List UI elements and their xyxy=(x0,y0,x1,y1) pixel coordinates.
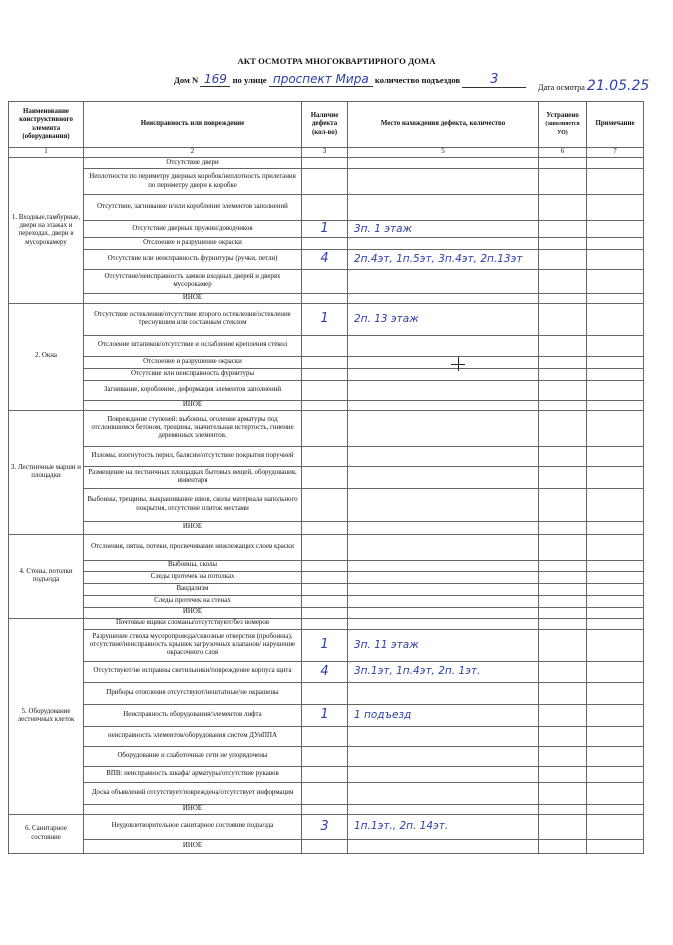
defect-description: Отслоение штапиков/отсутствие и ослабление крепления стекол xyxy=(84,335,302,356)
section-title: 6. Санитарное состояние xyxy=(9,814,84,853)
fixed-label: Устранено xyxy=(546,112,579,120)
fixed-cell xyxy=(539,356,587,368)
column-number: 3 xyxy=(302,148,348,158)
fixed-cell xyxy=(539,293,587,303)
defect-description: Отсутствие остекления/отсутствие второго остекления/остекление треснувшим или составным стеклом xyxy=(84,303,302,335)
note-cell xyxy=(587,746,644,766)
table-row xyxy=(9,661,644,682)
fixed-cell xyxy=(539,766,587,782)
defect-count xyxy=(302,237,348,249)
col-fixed-header xyxy=(539,102,587,148)
table-row xyxy=(9,804,644,814)
table-row xyxy=(9,607,644,618)
section-title: 5. Оборудование лестничных клеток xyxy=(9,618,84,814)
defect-description: Отслоение и разрушение окраски xyxy=(84,356,302,368)
defect-count: 1 xyxy=(302,629,348,661)
table-row xyxy=(9,766,644,782)
note-cell xyxy=(587,195,644,221)
col-count-header: Наличие дефекта (кол-во) xyxy=(302,102,348,148)
note-cell xyxy=(587,661,644,682)
table-row xyxy=(9,158,644,169)
defect-location xyxy=(348,839,539,853)
defect-location xyxy=(348,766,539,782)
fixed-cell xyxy=(539,534,587,560)
fixed-cell xyxy=(539,335,587,356)
fixed-cell xyxy=(539,782,587,804)
defect-count: 4 xyxy=(302,661,348,682)
note-cell xyxy=(587,782,644,804)
table-row xyxy=(9,400,644,410)
fixed-cell xyxy=(539,560,587,571)
defect-location xyxy=(348,488,539,521)
fixed-cell xyxy=(539,380,587,400)
defect-location xyxy=(348,560,539,571)
defect-location xyxy=(348,269,539,293)
defect-location xyxy=(348,335,539,356)
defect-location: 2п. 13 этаж xyxy=(348,303,539,335)
defect-location xyxy=(348,380,539,400)
fixed-cell xyxy=(539,466,587,488)
fixed-cell xyxy=(539,618,587,629)
defect-location xyxy=(348,466,539,488)
section-title: 4. Стены, потолки подъезда xyxy=(9,534,84,618)
street-label: по улице xyxy=(232,75,267,85)
table-row xyxy=(9,269,644,293)
defect-description: ИНОЕ xyxy=(84,293,302,303)
note-cell xyxy=(587,629,644,661)
table-row xyxy=(9,534,644,560)
section-title: 3. Лестничные марши и площадки xyxy=(9,410,84,534)
note-cell xyxy=(587,583,644,595)
col-place-header: Место нахождения дефекта, количество xyxy=(348,102,539,148)
defect-location xyxy=(348,293,539,303)
street-value: проспект Мира xyxy=(269,72,373,87)
column-number: 1 xyxy=(9,148,84,158)
note-cell xyxy=(587,560,644,571)
fixed-cell xyxy=(539,521,587,534)
note-cell xyxy=(587,400,644,410)
defect-count xyxy=(302,368,348,380)
defect-count xyxy=(302,583,348,595)
act-title: АКТ ОСМОТРА МНОГОКВАРТИРНОГО ДОМА xyxy=(237,56,436,66)
note-cell xyxy=(587,534,644,560)
fixed-cell xyxy=(539,583,587,595)
defect-count xyxy=(302,607,348,618)
defect-location: 1 подъезд xyxy=(348,704,539,726)
defect-description: Отсутствие/неисправность замков входных дверей и дверях мусорокамер xyxy=(84,269,302,293)
defect-description: Отслоения, пятна, потеки, просвечивание нижлежащих слоев краски xyxy=(84,534,302,560)
table-row xyxy=(9,169,644,195)
defect-description: Следы протечек на потолках xyxy=(84,571,302,583)
defect-location xyxy=(348,356,539,368)
note-cell xyxy=(587,814,644,839)
fixed-cell xyxy=(539,158,587,169)
crosshair-cursor-vertical xyxy=(458,357,459,371)
defect-count xyxy=(302,618,348,629)
defect-count xyxy=(302,488,348,521)
col-defect-header: Неисправность или повреждение xyxy=(84,102,302,148)
inspection-date xyxy=(538,78,649,94)
defect-count xyxy=(302,269,348,293)
table-row xyxy=(9,335,644,356)
fixed-cell xyxy=(539,169,587,195)
fixed-cell xyxy=(539,410,587,446)
fixed-cell xyxy=(539,726,587,746)
defect-location xyxy=(348,534,539,560)
defect-location: 1п.1эт., 2п. 14эт. xyxy=(348,814,539,839)
defect-location xyxy=(348,195,539,221)
defect-location xyxy=(348,571,539,583)
defect-count xyxy=(302,571,348,583)
defect-description: Отсутствие или неисправность фурнитуры (ручки, петли) xyxy=(84,249,302,269)
table-row xyxy=(9,466,644,488)
table-row xyxy=(9,839,644,853)
table-row xyxy=(9,380,644,400)
column-number: 2 xyxy=(84,148,302,158)
note-cell xyxy=(587,446,644,466)
date-label: Дата осмотра xyxy=(538,83,585,92)
table-row xyxy=(9,583,644,595)
note-cell xyxy=(587,368,644,380)
entrances-label: количество подъездов xyxy=(374,75,461,85)
table-row xyxy=(9,595,644,607)
defect-location: 2п.4эт, 1п.5эт, 3п.4эт, 2п.13эт xyxy=(348,249,539,269)
defect-location xyxy=(348,682,539,704)
table-row xyxy=(9,293,644,303)
defect-description: Выбоины, трещины, выкрашивание швов, сколы материала напольного покрытия, отсутствие плиток местами xyxy=(84,488,302,521)
defect-description: ИНОЕ xyxy=(84,804,302,814)
table-row xyxy=(9,618,644,629)
defect-description: Оборудование и слаботочные сети не упорядочены xyxy=(84,746,302,766)
defect-description: ИНОЕ xyxy=(84,607,302,618)
column-number: 5 xyxy=(348,148,539,158)
defect-count xyxy=(302,521,348,534)
defect-count: 1 xyxy=(302,221,348,238)
defect-count xyxy=(302,466,348,488)
note-cell xyxy=(587,682,644,704)
table-row xyxy=(9,814,644,839)
defect-description: Следы протечек на стенах xyxy=(84,595,302,607)
defect-location xyxy=(348,521,539,534)
note-cell xyxy=(587,488,644,521)
defect-description: Выбоины, сколы xyxy=(84,560,302,571)
note-cell xyxy=(587,356,644,368)
defect-location: 3п.1эт, 1п.4эт, 2п. 1эт. xyxy=(348,661,539,682)
table-row xyxy=(9,782,644,804)
fixed-cell xyxy=(539,804,587,814)
fixed-cell xyxy=(539,195,587,221)
table-row xyxy=(9,195,644,221)
note-cell xyxy=(587,380,644,400)
note-cell xyxy=(587,726,644,746)
table-row xyxy=(9,221,644,238)
note-cell xyxy=(587,158,644,169)
table-row xyxy=(9,446,644,466)
defect-description: ИНОЕ xyxy=(84,521,302,534)
note-cell xyxy=(587,410,644,446)
fixed-cell xyxy=(539,303,587,335)
fixed-cell xyxy=(539,629,587,661)
fixed-cell xyxy=(539,661,587,682)
defect-description: Размещение на лестничных площадках бытовых вещей, оборудования, инвентаря xyxy=(84,466,302,488)
defect-count xyxy=(302,400,348,410)
note-cell xyxy=(587,466,644,488)
defect-description: Отсутствие, загнивание и/или коробление элементов заполнений xyxy=(84,195,302,221)
fixed-cell xyxy=(539,595,587,607)
note-cell xyxy=(587,221,644,238)
note-cell xyxy=(587,169,644,195)
defect-count xyxy=(302,293,348,303)
note-cell xyxy=(587,766,644,782)
defect-count xyxy=(302,158,348,169)
defect-description: Приборы отопления отсутствуют/нештатные/не окрашены xyxy=(84,682,302,704)
table-row xyxy=(9,488,644,521)
table-row xyxy=(9,560,644,571)
defect-description: Доска объявлений отсутствует/повреждена/отсутствует информация xyxy=(84,782,302,804)
defect-description: Повреждение ступеней: выбоины, оголение арматуры под отслоившимся бетоном, трещины, значительная истертость, гниение деревянных элементов. xyxy=(84,410,302,446)
fixed-cell xyxy=(539,746,587,766)
defect-count xyxy=(302,804,348,814)
defect-description: Неплотности по периметру дверных коробок/неплотность прилегания по периметру двери к коробке xyxy=(84,169,302,195)
defect-count xyxy=(302,335,348,356)
fixed-cell xyxy=(539,814,587,839)
fixed-cell xyxy=(539,839,587,853)
defect-location xyxy=(348,726,539,746)
defect-description: Отсутсвие или неисправность фурнитуры xyxy=(84,368,302,380)
table-row xyxy=(9,410,644,446)
defect-count xyxy=(302,195,348,221)
table-row xyxy=(9,726,644,746)
defect-count: 1 xyxy=(302,704,348,726)
column-number: 6 xyxy=(539,148,587,158)
note-cell xyxy=(587,804,644,814)
column-number: 7 xyxy=(587,148,644,158)
defect-count xyxy=(302,380,348,400)
fixed-cell xyxy=(539,704,587,726)
fixed-cell xyxy=(539,249,587,269)
defect-count: 4 xyxy=(302,249,348,269)
section-title: 1. Входные,тамбурные, двери на этажах и переходах, двери в мусорокамеру xyxy=(9,158,84,304)
house-label: Дом N xyxy=(174,75,199,85)
fixed-cell xyxy=(539,682,587,704)
table-row xyxy=(9,629,644,661)
defect-location xyxy=(348,595,539,607)
note-cell xyxy=(587,269,644,293)
defect-count xyxy=(302,782,348,804)
defect-location xyxy=(348,169,539,195)
fixed-cell xyxy=(539,488,587,521)
note-cell xyxy=(587,521,644,534)
defect-count: 3 xyxy=(302,814,348,839)
defect-location xyxy=(348,410,539,446)
table-row xyxy=(9,356,644,368)
defect-count xyxy=(302,410,348,446)
note-cell xyxy=(587,595,644,607)
defect-location xyxy=(348,446,539,466)
defect-location xyxy=(348,368,539,380)
defect-count xyxy=(302,534,348,560)
defect-description: Отсутствие двери xyxy=(84,158,302,169)
note-cell xyxy=(587,607,644,618)
defect-description: Вандализм xyxy=(84,583,302,595)
table-row xyxy=(9,237,644,249)
defect-count xyxy=(302,682,348,704)
note-cell xyxy=(587,303,644,335)
section-title: 2. Окна xyxy=(9,303,84,410)
defect-description: Неисправность оборудования/элементов лифта xyxy=(84,704,302,726)
defect-location xyxy=(348,746,539,766)
col-note-header: Примечание xyxy=(587,102,644,148)
defect-description: ИНОЕ xyxy=(84,400,302,410)
defect-count xyxy=(302,726,348,746)
note-cell xyxy=(587,293,644,303)
defect-location xyxy=(348,618,539,629)
table-row xyxy=(9,571,644,583)
defect-count xyxy=(302,766,348,782)
table-row xyxy=(9,521,644,534)
column-number-row xyxy=(9,148,644,158)
fixed-cell xyxy=(539,237,587,249)
defect-count xyxy=(302,356,348,368)
defect-location xyxy=(348,158,539,169)
fixed-cell xyxy=(539,400,587,410)
defect-location: 3п. 1 этаж xyxy=(348,221,539,238)
defect-count xyxy=(302,169,348,195)
table-row xyxy=(9,704,644,726)
defect-count xyxy=(302,839,348,853)
note-cell xyxy=(587,249,644,269)
note-cell xyxy=(587,571,644,583)
fixed-cell xyxy=(539,368,587,380)
defect-location xyxy=(348,400,539,410)
defect-description: ВПВ: неисправность шкафа/ арматуры/отсутствие рукавов xyxy=(84,766,302,782)
table-row xyxy=(9,303,644,335)
fixed-sub-label: (заполняется УО) xyxy=(545,121,580,136)
house-number: 169 xyxy=(200,72,230,87)
defect-location xyxy=(348,583,539,595)
defect-description: Отслоение и разрушение окраски xyxy=(84,237,302,249)
defect-description: Неудовлетворительное санитарное состояние подъезда xyxy=(84,814,302,839)
defect-count xyxy=(302,595,348,607)
table-row xyxy=(9,746,644,766)
note-cell xyxy=(587,335,644,356)
defect-description: Почтовые ящики сломаны/отсутствуют/без номеров xyxy=(84,618,302,629)
note-cell xyxy=(587,618,644,629)
defect-location xyxy=(348,607,539,618)
defect-location: 3п. 11 этаж xyxy=(348,629,539,661)
header-line xyxy=(174,72,526,88)
defect-description: Загнивание, коробление, деформация элементов заполнений xyxy=(84,380,302,400)
defect-location xyxy=(348,237,539,249)
defect-count xyxy=(302,446,348,466)
defect-description: ИНОЕ xyxy=(84,839,302,853)
defect-description: неисправность элементов/оборудования систем ДУиППА xyxy=(84,726,302,746)
defect-description: Изломы, изогнутость перил, балясин/отсутствие покрытия поручней xyxy=(84,446,302,466)
table-row xyxy=(9,368,644,380)
fixed-cell xyxy=(539,446,587,466)
table-row xyxy=(9,682,644,704)
defect-description: Разрушение ствола мусоропровода/сквозные отверстия (пробоины), отсутствие/неисправность крышек загрузочных клапанов/ нарушение окрасочного слоя xyxy=(84,629,302,661)
fixed-cell xyxy=(539,221,587,238)
entrances-value: 3 xyxy=(462,72,526,88)
defect-count xyxy=(302,746,348,766)
table-row xyxy=(9,249,644,269)
fixed-cell xyxy=(539,571,587,583)
inspection-table xyxy=(8,101,644,854)
col-element-header: Наименование конструктивного элемента (оборудования) xyxy=(9,102,84,148)
note-cell xyxy=(587,237,644,249)
defect-location xyxy=(348,782,539,804)
table-header-row xyxy=(9,102,644,148)
defect-description: Отсутствие дверных пружин/доводчиков xyxy=(84,221,302,238)
defect-count: 1 xyxy=(302,303,348,335)
defect-count xyxy=(302,560,348,571)
note-cell xyxy=(587,704,644,726)
note-cell xyxy=(587,839,644,853)
defect-location xyxy=(348,804,539,814)
date-value: 21.05.25 xyxy=(586,78,650,94)
fixed-cell xyxy=(539,269,587,293)
defect-description: Отсутствуют/не исправны светильники/повреждение корпуса щита xyxy=(84,661,302,682)
fixed-cell xyxy=(539,607,587,618)
